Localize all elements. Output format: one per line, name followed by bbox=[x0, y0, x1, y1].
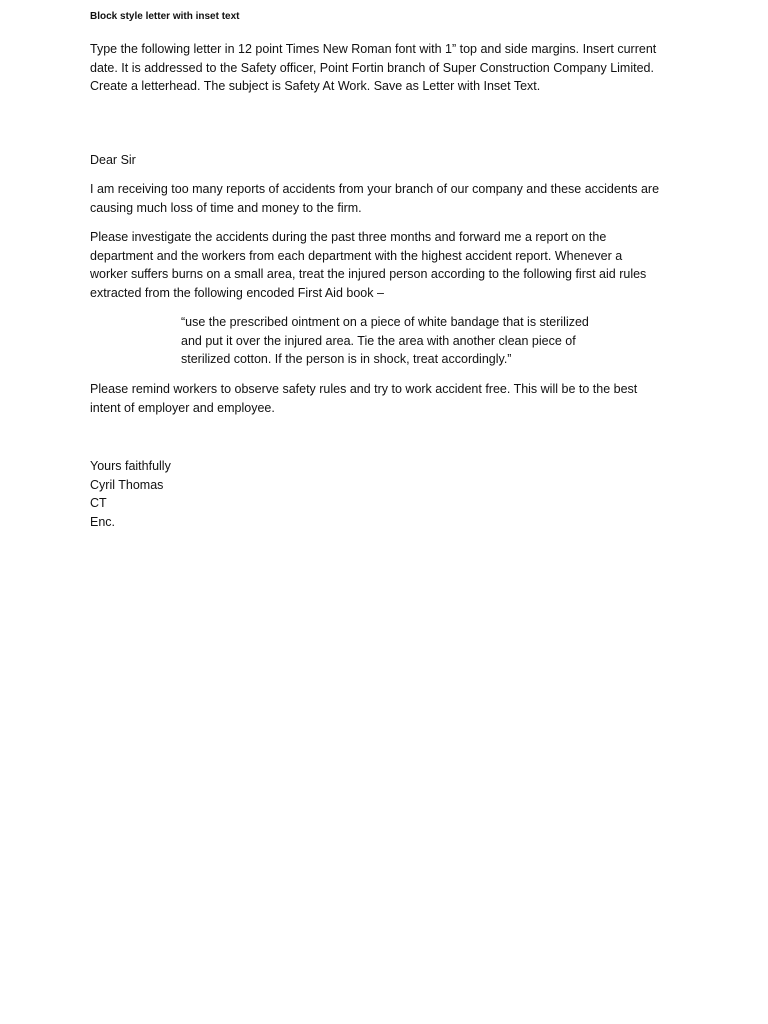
paragraph-line: Please investigate the accidents during the past three months and forward me a report on the bbox=[90, 230, 607, 244]
signatory-name: Cyril Thomas bbox=[90, 477, 164, 492]
paragraph-line: extracted from the following encoded First Aid book – bbox=[90, 285, 384, 300]
instructions-line: Create a letterhead. The subject is Safety At Work. Save as Letter with Inset Text. bbox=[90, 79, 541, 93]
instructions-paragraph bbox=[90, 40, 680, 96]
paragraph-line: department and the workers from each department with the highest accident report. Whenever a bbox=[90, 248, 623, 263]
letter-salutation: Dear Sir bbox=[90, 153, 136, 167]
complimentary-close: Yours faithfully bbox=[90, 459, 171, 473]
quote-line: “use the prescribed ointment on a piece of white bandage that is sterilized bbox=[181, 315, 589, 329]
letter-paragraph-1 bbox=[90, 180, 680, 217]
inset-quote bbox=[181, 313, 621, 369]
instructions-line: date. It is addressed to the Safety officer, Point Fortin branch of Super Construction Company Limited. bbox=[90, 60, 654, 75]
paragraph-line: Please remind workers to observe safety rules and try to work accident free. This will be to the best bbox=[90, 382, 638, 396]
paragraph-line: worker suffers burns on a small area, treat the injured person according to the following first aid rules bbox=[90, 267, 647, 281]
instructions-line: Type the following letter in 12 point Times New Roman font with 1” top and side margins. Insert current bbox=[90, 42, 657, 56]
letter-paragraph-3 bbox=[90, 380, 680, 417]
quote-line: and put it over the injured area. Tie the area with another clean piece of bbox=[181, 333, 576, 348]
reference-initials: CT bbox=[90, 496, 107, 510]
paragraph-line: causing much loss of time and money to the firm. bbox=[90, 200, 362, 215]
paragraph-line: intent of employer and employee. bbox=[90, 400, 275, 415]
paragraph-line: I am receiving too many reports of accidents from your branch of our company and these accidents are bbox=[90, 182, 660, 196]
letter-closing bbox=[90, 457, 680, 531]
quote-line: sterilized cotton. If the person is in shock, treat accordingly.” bbox=[181, 352, 512, 366]
document-heading: Block style letter with inset text bbox=[90, 11, 240, 22]
letter-paragraph-2 bbox=[90, 228, 680, 302]
enclosure-notation: Enc. bbox=[90, 514, 116, 529]
